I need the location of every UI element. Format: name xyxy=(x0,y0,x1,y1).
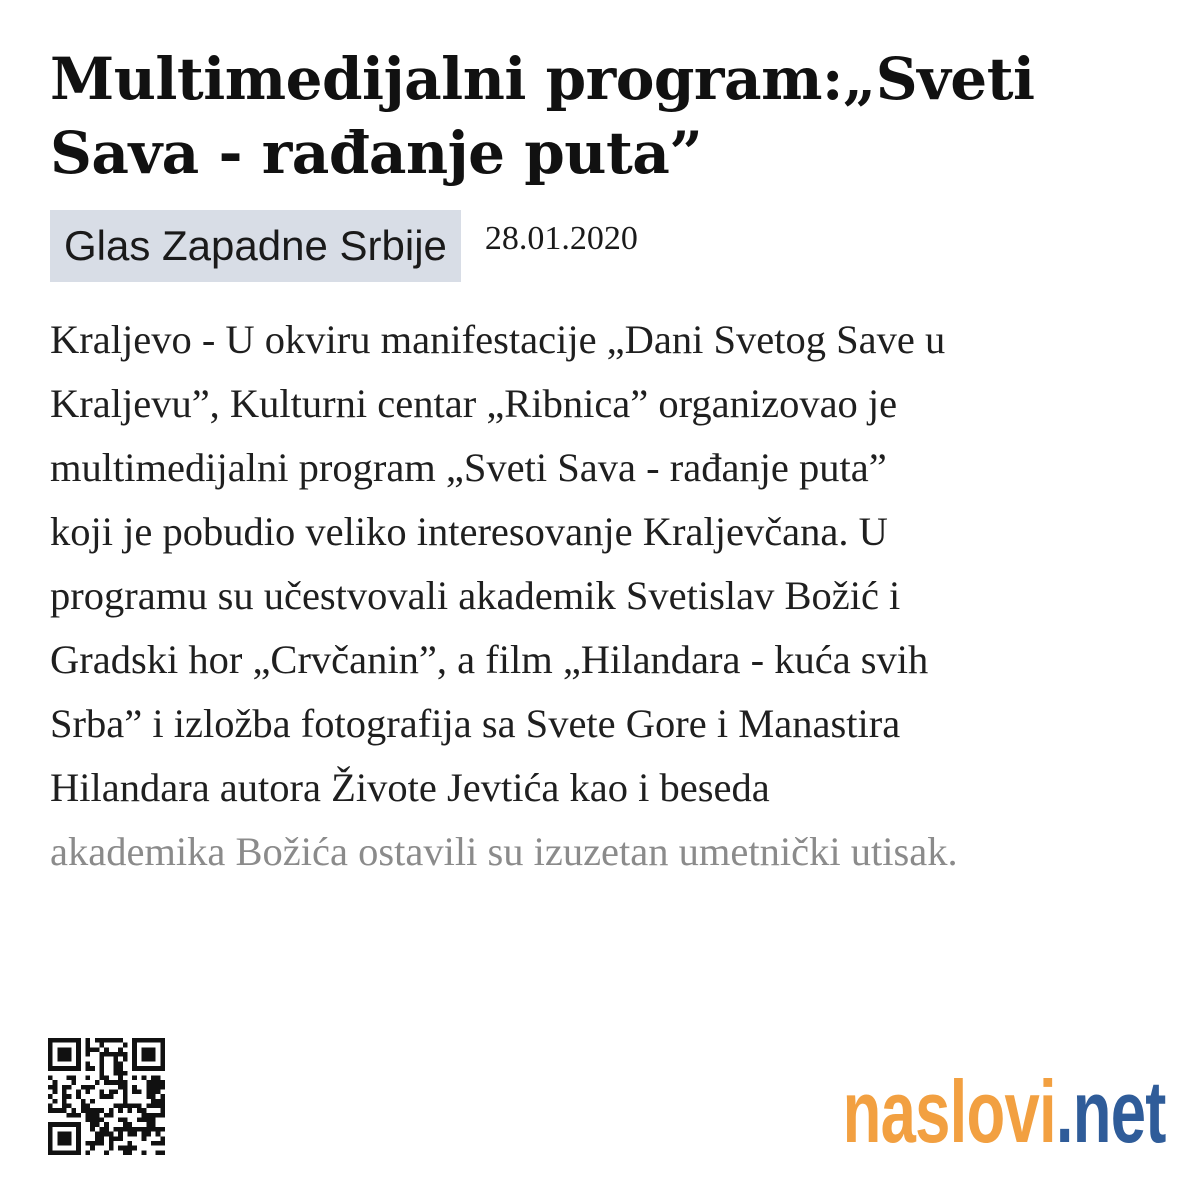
body-line: koji je pobudio veliko interesovanje Kraljevčana. U xyxy=(50,509,888,554)
qr-code-icon[interactable] xyxy=(48,1038,165,1155)
article-meta xyxy=(50,210,1150,282)
logo-text-naslovi: naslovi xyxy=(842,1062,1057,1161)
naslovi-logo[interactable] xyxy=(843,1062,1166,1162)
publish-date: 28.01.2020 xyxy=(484,220,638,257)
body-line: Hilandara autora Živote Jevtića kao i beseda xyxy=(50,765,770,810)
article-body xyxy=(50,308,1140,884)
body-line: programu su učestvovali akademik Svetislav Božić i xyxy=(50,573,901,618)
article-title xyxy=(50,42,1150,190)
article-title-line-2: Sava - rađanje puta” xyxy=(50,119,703,187)
body-line: Gradski hor „Crvčanin”, a film „Hilandara - kuća svih xyxy=(50,637,929,682)
article-title-line-1: Multimedijalni program:„Sveti xyxy=(50,45,1035,113)
logo-text-net: .net xyxy=(1056,1062,1166,1161)
body-line: Srba” i izložba fotografija sa Svete Gore i Manastira xyxy=(50,701,901,746)
source-badge: Glas Zapadne Srbije xyxy=(50,210,461,282)
body-line: Kraljevu”, Kulturni centar „Ribnica” organizovao je xyxy=(50,381,898,426)
body-line-faded: akademika Božića ostavili su izuzetan umetnički utisak. xyxy=(50,829,958,874)
body-line: multimedijalni program „Sveti Sava - rađanje puta” xyxy=(50,445,887,490)
body-line: Kraljevo - U okviru manifestacije „Dani Svetog Save u xyxy=(50,317,946,362)
article-card xyxy=(50,42,1150,884)
